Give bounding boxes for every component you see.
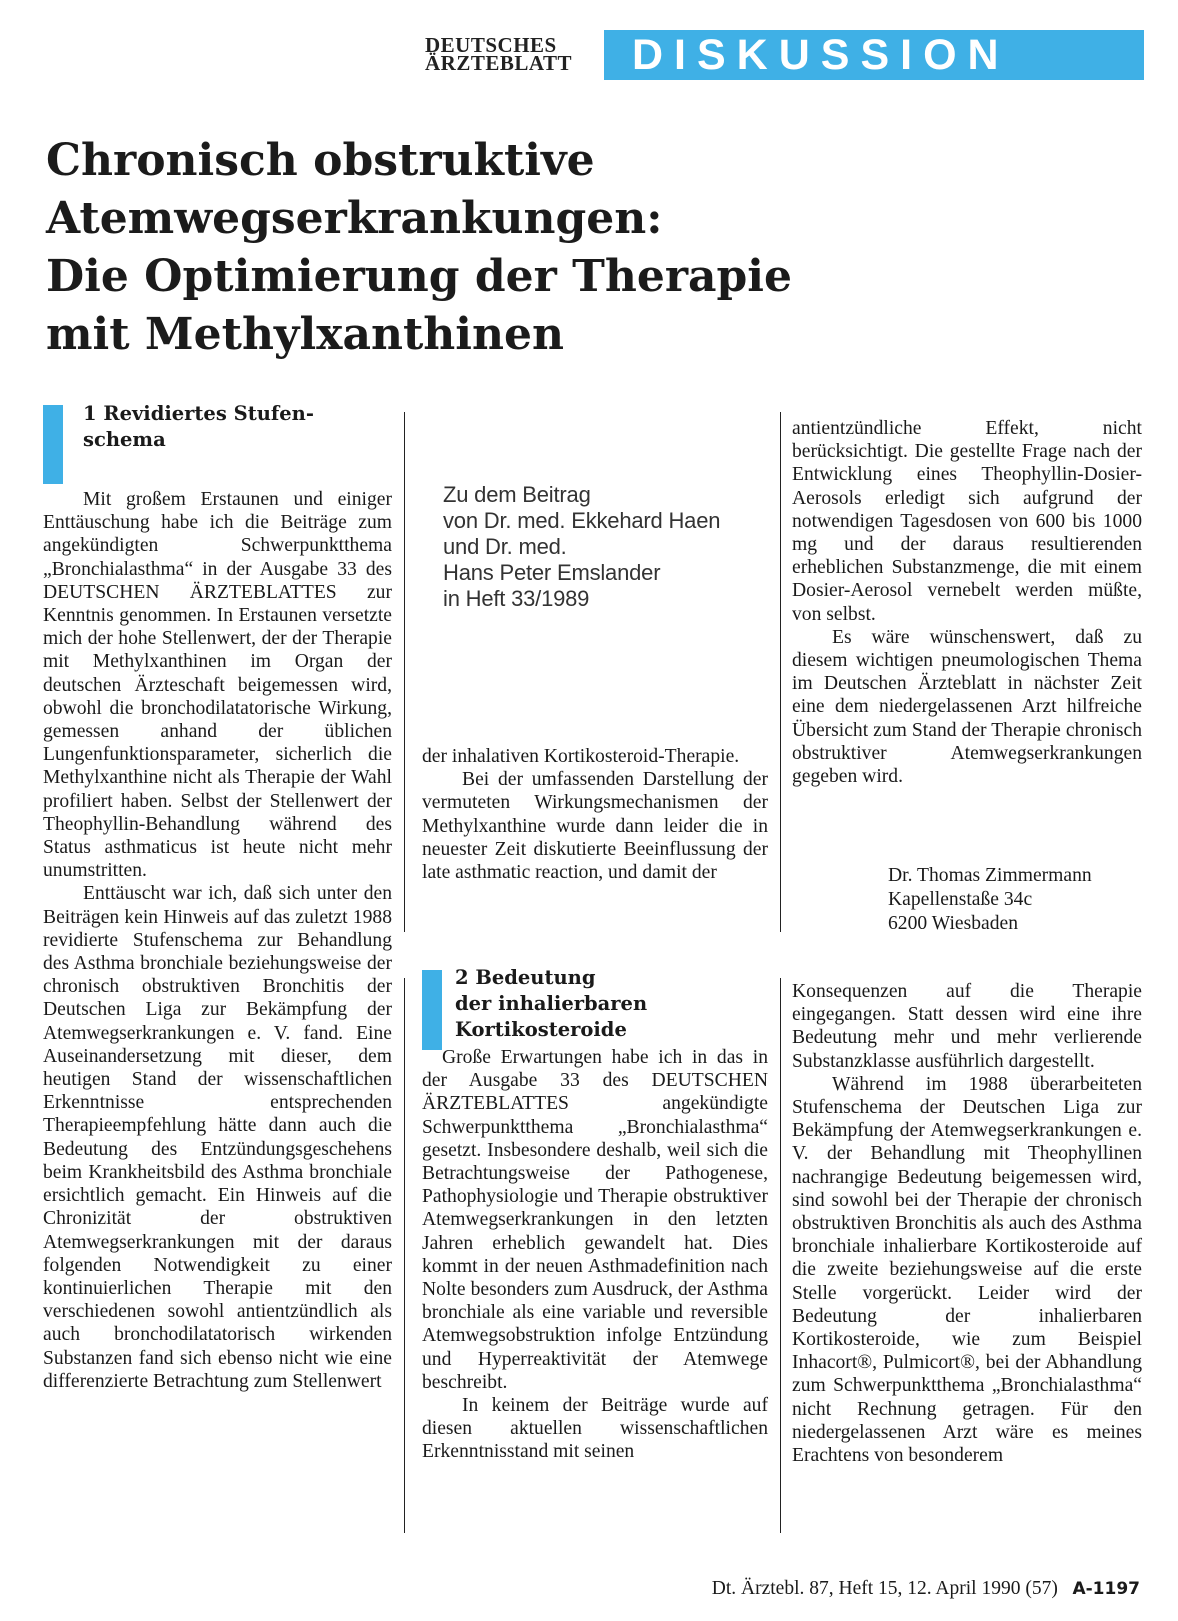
section-banner-label: DISKUSSION: [632, 31, 1010, 79]
title-line-1: Chronisch obstruktive: [46, 135, 595, 186]
title-line-4: mit Methylxanthinen: [46, 309, 564, 360]
section1-paragraph: der inhalativen Kortikosteroid-Therapie.: [422, 746, 740, 767]
section2-paragraph: Konsequenzen auf die Therapie eingegangen. Statt dessen wird eine ihre Bedeutung mehr und mehr verlierende Substanzklasse ausführlich dargestellt.: [792, 981, 1142, 1072]
column-3-upper: [792, 417, 1142, 788]
citation: Dt. Ärztebl. 87, Heft 15, 12. April 1990 (57): [711, 1578, 1058, 1599]
section1-heading: [43, 402, 393, 485]
section2-paragraph: Große Erwartungen habe ich in das in der Ausgabe 33 des DEUTSCHEN ÄRZTEBLATTES angekündigte Schwerpunktthema „Bronchialasthma“ gesetzt. Insbesondere deshalb, weil sich die Betrachtungsweise der Pathogenese, Pathophysiologie und Therapie obstruktiver Atemwegserkrankungen in den letzten Jahren erheblich gewandelt hat. Dies kommt in der neuen Asthmadefinition nach Nolte besonders zum Ausdruck, der Asthma bronchiale als eine variable und reversible Atemwegsobstruktion infolge Entzündung und Hyperreaktivität der Atemwege beschreibt.: [422, 1047, 768, 1393]
section1-paragraph: Mit großem Erstaunen und einiger Enttäuschung habe ich die Beiträge zum angekündigten Schwerpunktthema „Bronchialasthma“ in der Ausgabe 33 des DEUTSCHEN ÄRZTEBLATTES zur Kenntnis genommen. In Erstaunen versetzte mich der hohe Stellenwert, der der Therapie mit Methylxanthinen im Organ der deutschen Ärzteschaft beigemessen wird, obwohl die bronchodilatatorische Wirkung, gemessen anhand der üblichen Lungenfunktionsparameter, sicherlich die Methylxanthine nicht als Therapie der Wahl profiliert haben. Selbst der Stellenwert der Theophyllin-Behandlung während des Status asthmaticus ist heute nicht mehr unumstritten.: [43, 489, 392, 882]
column-rule: [780, 412, 781, 932]
page-number: A-1197: [1072, 1579, 1140, 1599]
section1-heading-line2: schema: [83, 428, 166, 451]
section2-paragraph: In keinem der Beiträge wurde auf diesen aktuellen wissenschaftlichen Erkenntnisstand mit seinen: [422, 1395, 768, 1463]
title-line-2: Atemwegserkrankungen:: [46, 193, 663, 244]
section1-paragraph: Es wäre wünschenswert, daß zu diesem wichtigen pneumologischen Thema im Deutschen Ärzteblatt in nächster Zeit eine dem niedergelassenen Arzt hilfreiche Übersicht zum Stand der Therapie chronisch obstruktiver Atemwegserkrankungen gegeben wird.: [792, 626, 1142, 788]
section-banner: [604, 30, 1144, 80]
section1-heading-line1: 1 Revidiertes Stufen-: [83, 402, 314, 425]
section2-heading-line3: Kortikosteroide: [455, 1018, 627, 1041]
article-reference: Zu dem Beitrag von Dr. med. Ekkehard Haen und Dr. med. Hans Peter Emslander in Heft 33/1989: [443, 482, 721, 611]
journal-logo-line2: ÄRZTEBLATT: [425, 51, 572, 75]
section1-paragraph: Bei der umfassenden Darstellung der vermuteten Wirkungsmechanismen der Methylxanthine wurde dann leider die in neuester Zeit diskutierte Beeinflussung der late asthmatic reaction, und damit der: [422, 769, 768, 884]
journal-logo: [425, 33, 595, 75]
page-footer: [640, 1578, 1140, 1600]
section2-paragraph: Während im 1988 überarbeiteten Stufenschema der Deutschen Liga zur Bekämpfung der Atemwegserkrankungen e. V. der Behandlung mit Theophyllinen nachrangige Bedeutung beigemessen wird, sind sowohl bei der Therapie der chronisch obstruktiven Bronchitis als auch des Asthma bronchiale inhalierbare Kortikosteroide auf die zweite beziehungsweise auf die erste Stelle vorgerückt. Leider wird der Bedeutung der inhalierbaren Kortikosteroide, wie zum Beispiel Inhacort®, Pulmicort®, bei der Abhandlung zum Schwerpunktthema „Bronchialasthma“ nicht Rechnung getragen. Für den niedergelassenen Arzt wäre es meines Erachtens von besonderem: [792, 1073, 1142, 1467]
column-3-lower: [792, 980, 1142, 1467]
title-line-3: Die Optimierung der Therapie: [46, 251, 792, 302]
column-rule: [780, 978, 781, 1533]
section1-paragraph: Enttäuscht war ich, daß sich unter den Beiträgen kein Hinweis auf das zuletzt 1988 revidierte Stufenschema zur Behandlung des Asthma bronchiale beziehungsweise der chronisch obstruktiven Bronchitis der Deutschen Liga zur Bekämpfung der Atemwegserkrankungen e. V. fand. Eine Auseinandersetzung mit dieser, dem heutigen Stand der wissenschaftlichen Erkenntnisse entsprechenden Therapieempfehlung hätte dann auch die Bedeutung des Entzündungsgeschehens beim Krankheitsbild des Asthma bronchiale ersichtlich gemacht. Ein Hinweis auf die Chronizität der obstruktiven Atemwegserkrankungen mit der daraus folgenden Notwendigkeit zu einer kontinuierlichen Therapie mit den verschiedenen sowohl antientzündlich als auch bronchodilatatorisch wirkenden Substanzen fand sich ebenso nicht wie eine differenzierte Betrachtung zum Stellenwert: [43, 883, 392, 1392]
author-city: 6200 Wiesbaden: [888, 913, 1018, 934]
section2-heading: [422, 966, 772, 1050]
column-rule: [404, 412, 405, 932]
section2-marker: [422, 970, 442, 1050]
column-rule: [404, 978, 405, 1533]
section2-heading-line1: 2 Bedeutung: [455, 966, 596, 989]
author-name: Dr. Thomas Zimmermann: [888, 865, 1092, 886]
column-2-lower: [422, 1046, 768, 1464]
author-street: Kapellenstaße 34c: [888, 889, 1033, 910]
journal-logo-line1: DEUTSCHES: [425, 33, 557, 57]
article-title: [46, 132, 946, 364]
signature-block: [888, 864, 1148, 936]
column-2-upper: [422, 745, 768, 884]
section1-marker: [43, 405, 63, 484]
section1-paragraph: antientzündliche Effekt, nicht berücksichtigt. Die gestellte Frage nach der Entwicklung eines Theophyllin-Dosier-Aerosols erledigt sich aufgrund der notwendigen Tagesdosen von 600 bis 1000 mg und der daraus resultierenden erheblichen Substanzmenge, die mit einem Dosier-Aerosol vernebelt werden müßte, von selbst.: [792, 418, 1142, 625]
section2-heading-line2: der inhalierbaren: [455, 992, 648, 1015]
column-1: [43, 488, 392, 1393]
